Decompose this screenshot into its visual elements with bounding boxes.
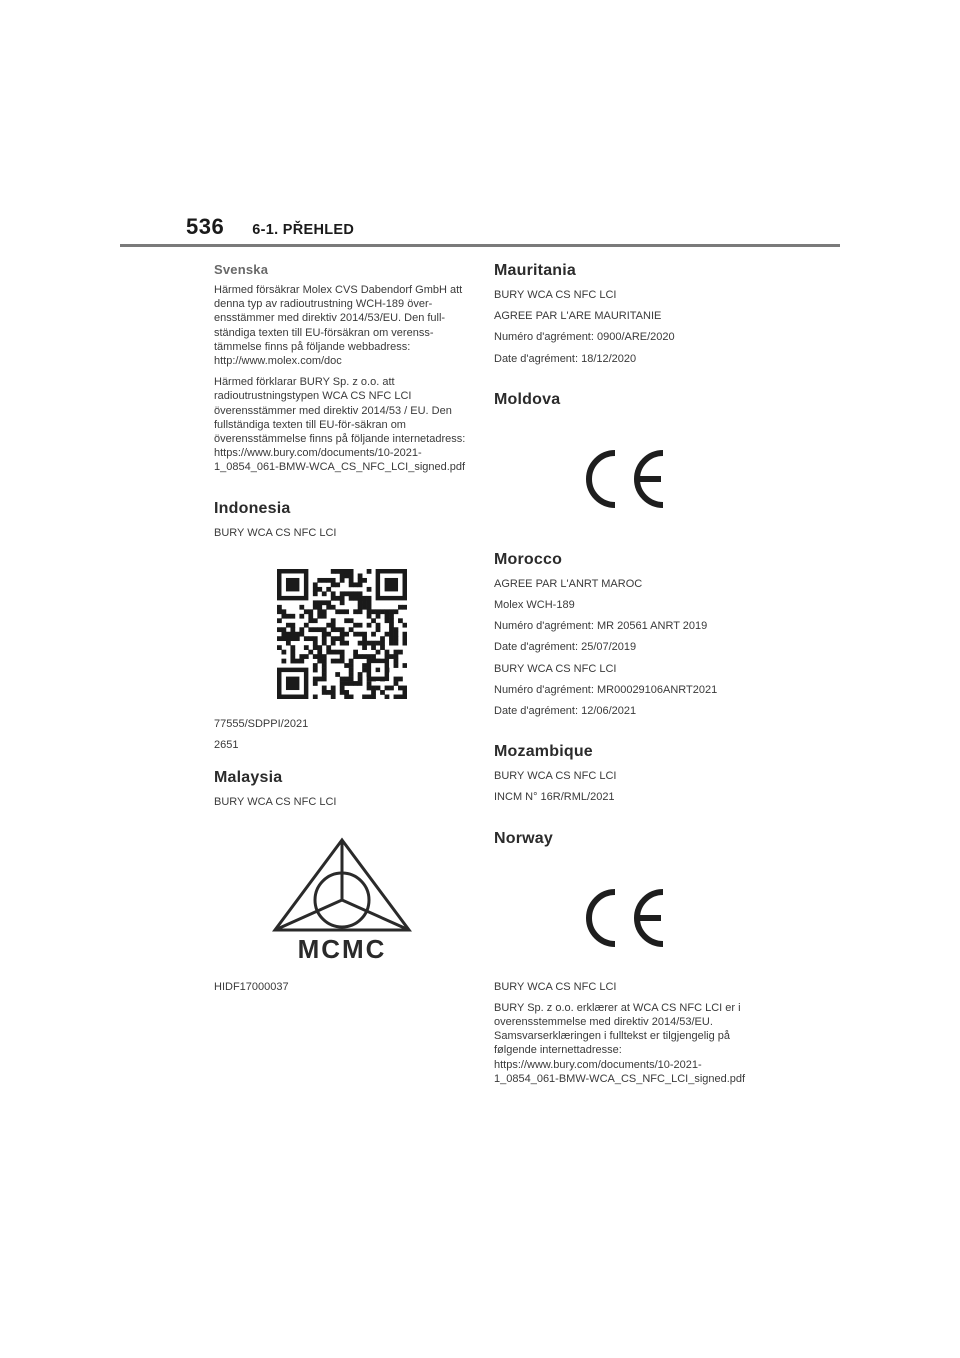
morocco-line: Molex WCH-189 — [494, 599, 575, 612]
qr-code-image — [277, 569, 407, 699]
norway-title: Norway — [494, 829, 553, 847]
mauritania-title: Mauritania — [494, 262, 577, 279]
mauritania-line: Date d'agrément: 18/12/2020 — [494, 352, 637, 365]
section-mozambique — [494, 743, 750, 804]
norway-paragraph: BURY Sp. z o.o. erklærer at WCA CS NFC LCI er i overensstemmelse med direktiv 2014/53/EU. Samsvarserklæringen i fulltekst er tilgjengelig på følgende internettadresse: https://www.bury.com/documents/10-2021-1_0854_061-BMW-WCA_CS_NFC_LCI_signed.pdf — [494, 1001, 746, 1085]
morocco-line: Date d'agrément: 25/07/2019 — [494, 641, 637, 654]
section-mauritania — [494, 262, 750, 366]
svenska-paragraph-2: Härmed förklarar BURY Sp. z o.o. att radioutrustningstypen WCA CS NFC LCI överensstämmer med direktiv 2014/53 / EU. Den fullständiga texten till EU-för-säkran om överensstämmelse finns på följande internetadress: https://www.bury.com/documents/10-2021-1_0854_061-BMW-WCA_CS_NFC_LCI_signed.pdf — [214, 376, 466, 474]
mozambique-line: INCM N° 16R/RML/2021 — [494, 791, 615, 804]
right-column — [494, 262, 750, 1093]
section-norway — [494, 830, 750, 1086]
ce-mark-norway — [577, 886, 667, 950]
left-column — [214, 262, 470, 1002]
header-rule — [120, 244, 840, 247]
indonesia-device: BURY WCA CS NFC LCI — [214, 526, 337, 539]
section-moldova — [494, 391, 750, 551]
mauritania-line: Numéro d'agrément: 0900/ARE/2020 — [494, 331, 675, 344]
morocco-line: Date d'agrément: 12/06/2021 — [494, 705, 637, 718]
malaysia-title: Malaysia — [214, 769, 283, 787]
morocco-title: Morocco — [494, 550, 563, 568]
section-title: 6-1. PŘEHLED — [252, 222, 355, 238]
page-number: 536 — [186, 214, 225, 239]
morocco-line: Numéro d'agrément: MR00029106ANRT2021 — [494, 683, 718, 696]
indonesia-code: 2651 — [214, 739, 239, 752]
mozambique-title: Mozambique — [494, 743, 593, 761]
morocco-line: BURY WCA CS NFC LCI — [494, 662, 617, 675]
moldova-title: Moldova — [494, 390, 561, 408]
svenska-paragraph-1: Härmed försäkrar Molex CVS Dabendorf GmbH att denna typ av radioutrustning WCH-189 över-ensstämmer med direktiv 2014/53/EU. Den full-ständiga texten till EU-försäkran om verenss-tämmelse finns på följande webbadress: http://www.molex.com/doc — [214, 284, 463, 368]
morocco-line: AGREE PAR L'ANRT MAROC — [494, 577, 643, 590]
mozambique-line: BURY WCA CS NFC LCI — [494, 770, 617, 783]
malaysia-certificate: HIDF17000037 — [214, 981, 289, 994]
indonesia-certificate: 77555/SDPPI/2021 — [214, 717, 309, 730]
indonesia-title: Indonesia — [214, 499, 291, 517]
section-svenska — [214, 262, 470, 475]
malaysia-device: BURY WCA CS NFC LCI — [214, 796, 337, 809]
mauritania-line: BURY WCA CS NFC LCI — [494, 289, 617, 301]
svenska-title: Svenska — [214, 262, 269, 277]
mcmc-logo — [267, 834, 417, 964]
page-header — [186, 214, 354, 244]
section-indonesia — [214, 500, 470, 753]
mcmc-logo-text: MCMC — [297, 934, 387, 965]
section-malaysia — [214, 769, 470, 994]
norway-device: BURY WCA CS NFC LCI — [494, 980, 617, 993]
mauritania-line: AGREE PAR L'ARE MAURITANIE — [494, 310, 662, 323]
section-morocco — [494, 551, 750, 718]
ce-mark-moldova — [577, 447, 667, 511]
morocco-line: Numéro d'agrément: MR 20561 ANRT 2019 — [494, 620, 708, 633]
